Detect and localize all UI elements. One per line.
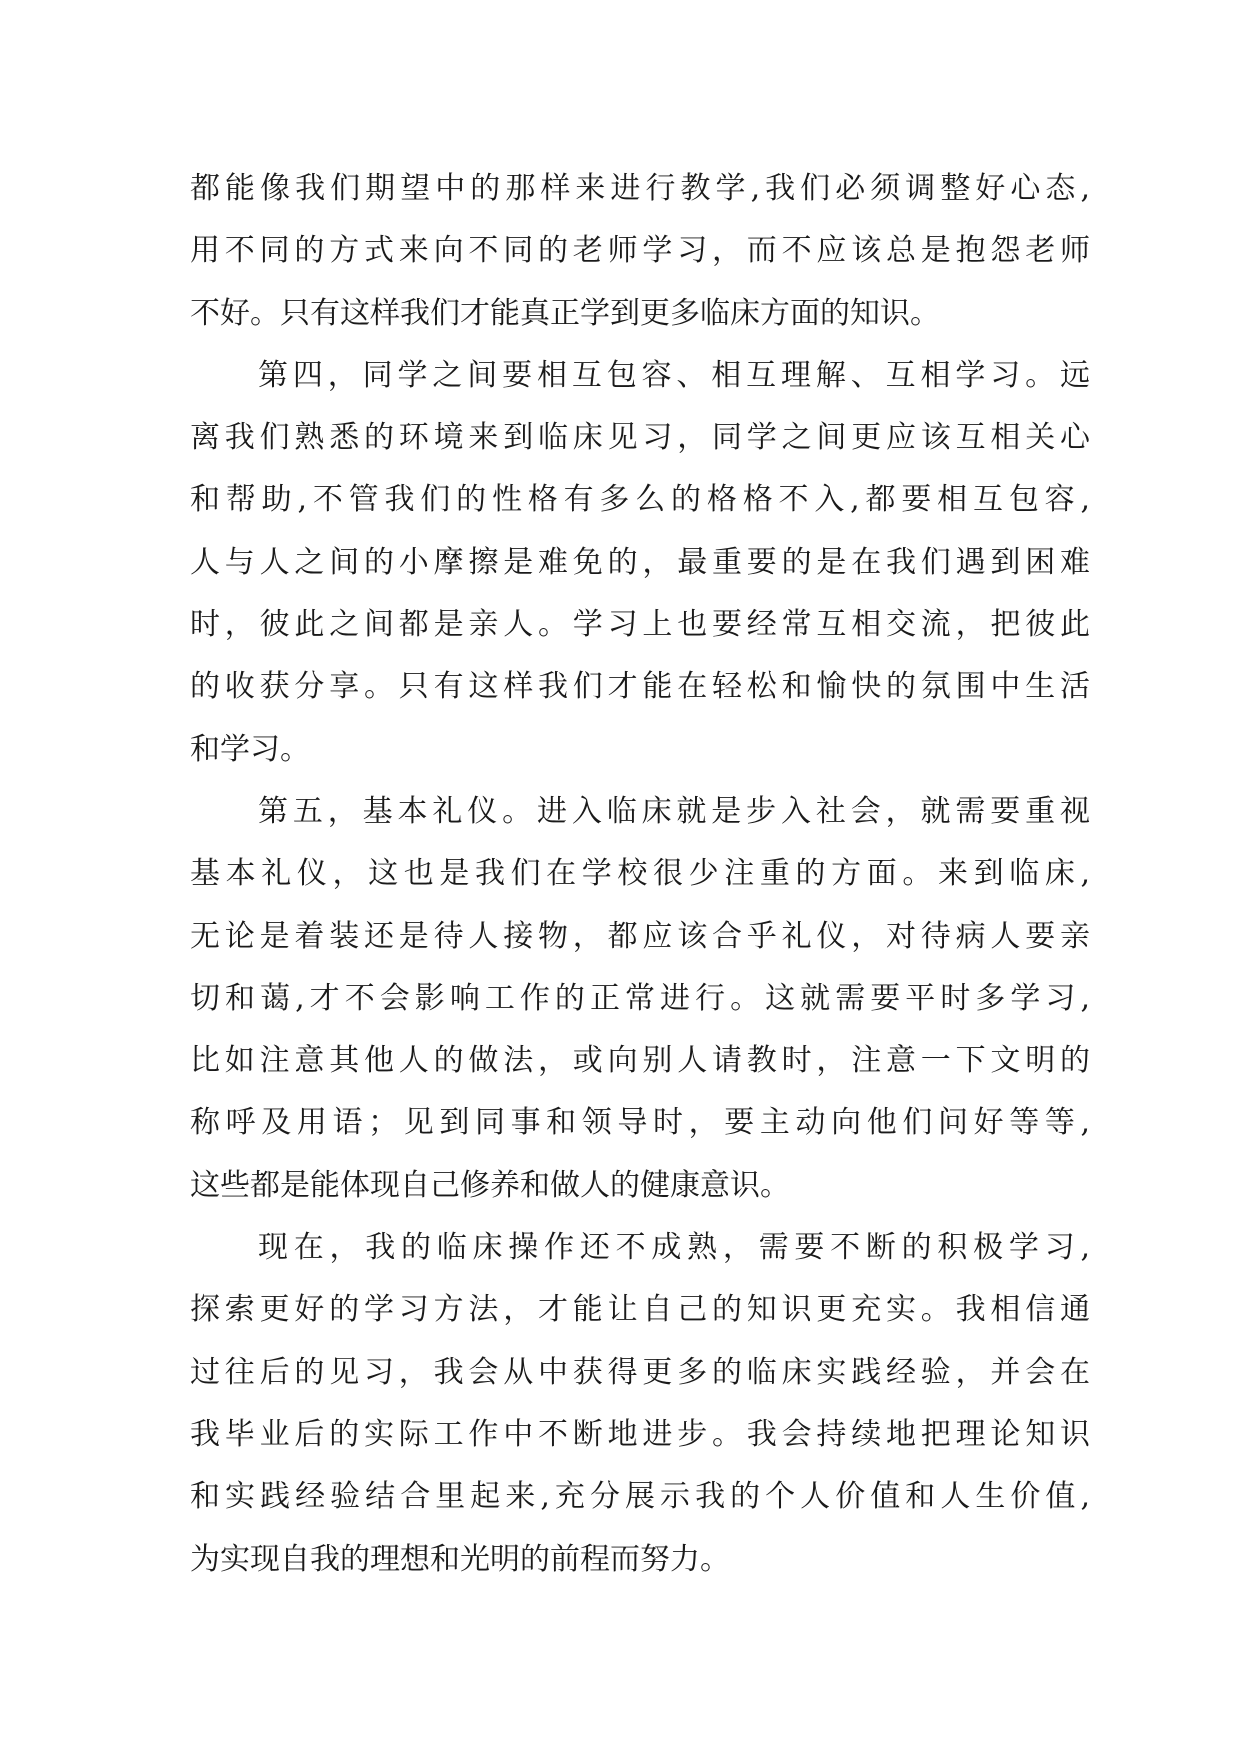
text-line: 无论是着装还是待人接物，都应该合乎礼仪，对待病人要亲	[190, 918, 1090, 954]
text-line: 的收获分享。只有这样我们才能在轻松和愉快的氛围中生活	[190, 669, 1090, 705]
text-line: 和实践经验结合里起来,充分展示我的个人价值和人生价值,	[190, 1479, 1090, 1515]
text-line: 探索更好的学习方法，才能让自己的知识更充实。我相信通	[190, 1292, 1090, 1328]
text-line: 基本礼仪，这也是我们在学校很少注重的方面。来到临床,	[190, 856, 1090, 892]
text-line: 这些都是能体现自己修养和做人的健康意识。	[190, 1167, 790, 1203]
text-line: 离我们熟悉的环境来到临床见习，同学之间更应该互相关心	[190, 420, 1090, 456]
text-line: 过往后的见习，我会从中获得更多的临床实践经验，并会在	[190, 1354, 1090, 1390]
text-line: 第四，同学之间要相互包容、相互理解、互相学习。远	[258, 357, 1090, 393]
text-line: 称呼及用语；见到同事和领导时，要主动向他们问好等等,	[190, 1105, 1090, 1141]
text-line: 现在，我的临床操作还不成熟，需要不断的积极学习,	[258, 1230, 1090, 1266]
text-line: 切和蔼,才不会影响工作的正常进行。这就需要平时多学习,	[190, 980, 1090, 1016]
text-line: 和帮助,不管我们的性格有多么的格格不入,都要相互包容,	[190, 482, 1090, 518]
text-line: 比如注意其他人的做法，或向别人请教时，注意一下文明的	[190, 1043, 1090, 1079]
text-line: 人与人之间的小摩擦是难免的，最重要的是在我们遇到困难	[190, 544, 1090, 580]
text-line: 第五，基本礼仪。进入临床就是步入社会，就需要重视	[258, 793, 1090, 829]
document-body	[190, 158, 1090, 1591]
text-line: 时，彼此之间都是亲人。学习上也要经常互相交流，把彼此	[190, 607, 1090, 643]
text-line: 为实现自我的理想和光明的前程而努力。	[190, 1541, 730, 1577]
text-line: 不好。只有这样我们才能真正学到更多临床方面的知识。	[190, 295, 940, 331]
text-line: 用不同的方式来向不同的老师学习，而不应该总是抱怨老师	[190, 233, 1090, 269]
text-line: 都能像我们期望中的那样来进行教学,我们必须调整好心态,	[190, 171, 1090, 206]
text-line: 我毕业后的实际工作中不断地进步。我会持续地把理论知识	[190, 1416, 1090, 1452]
text-line: 和学习。	[190, 731, 310, 767]
